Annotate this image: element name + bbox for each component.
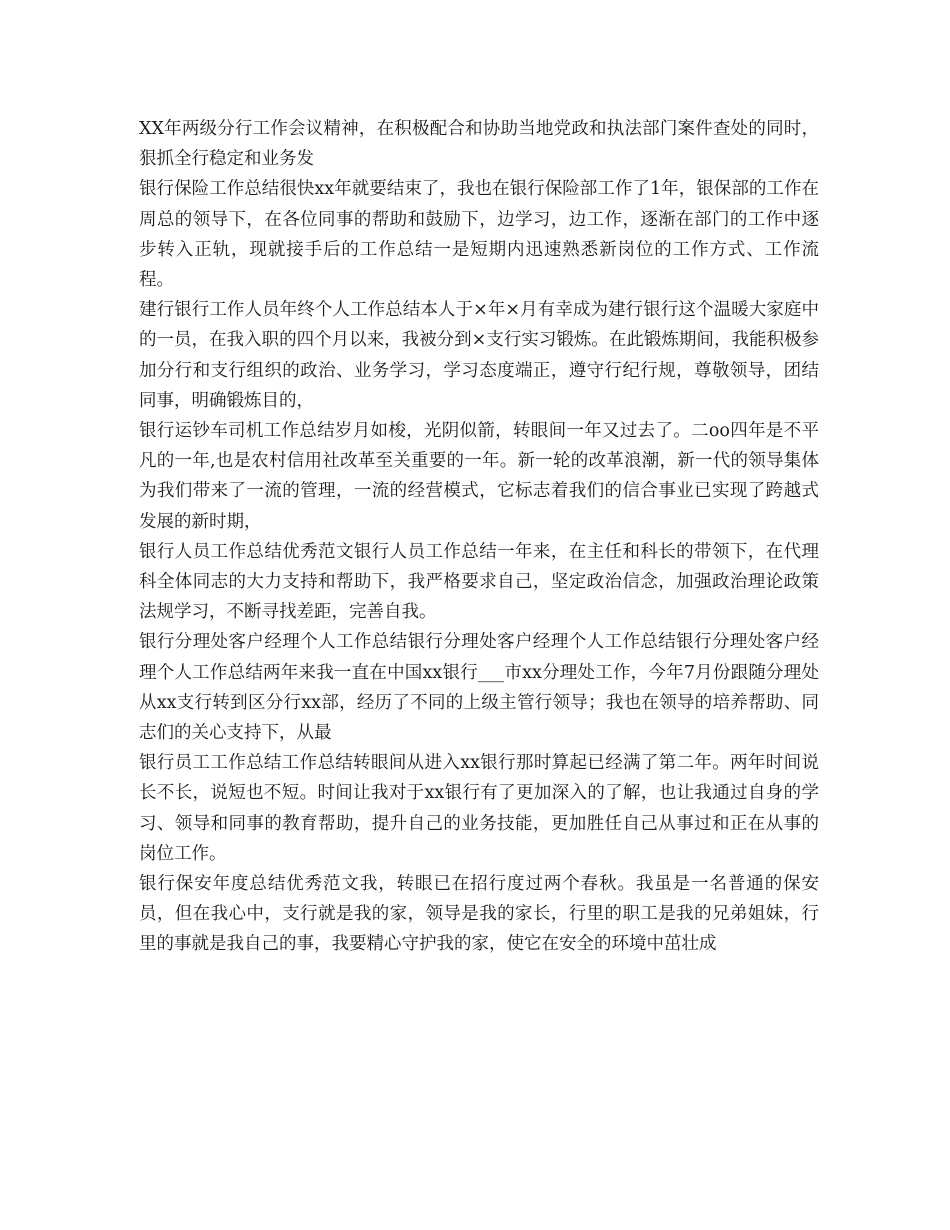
paragraph-5: 银行人员工作总结优秀范文银行人员工作总结一年来，在主任和科长的带领下，在代理科全体同志的大力支持和帮助下，我严格要求自己，坚定政治信念，加强政治理论政策法规学习，不断寻找差距，完善自我。	[139, 541, 819, 623]
paragraph-8: 银行保安年度总结优秀范文我，转眼已在招行度过两个春秋。我虽是一名普通的保安员，但在我心中，支行就是我的家，领导是我的家长，行里的职工是我的兄弟姐妹，行里的事就是我自己的事，我要精心守护我的家，使它在安全的环境中茁壮成	[139, 874, 819, 955]
paragraph-4: 银行运钞车司机工作总结岁月如梭，光阴似箭，转眼间一年又过去了。二oo四年是不平凡的一年,也是农村信用社改革至关重要的一年。新一轮的改革浪潮，新一代的领导集体为我们带来了一流的管理，一流的经营模式，它标志着我们的信合事业已实现了跨越式发展的新时期，	[139, 421, 819, 532]
paragraph-2: 银行保险工作总结很快xx年就要结束了，我也在银行保险部工作了1年，银保部的工作在周总的领导下，在各位同事的帮助和鼓励下，边学习，边工作，逐渐在部门的工作中逐步转入正轨，现就接手后的工作总结一是短期内迅速熟悉新岗位的工作方式、工作流程。	[139, 179, 819, 291]
paragraph-1: XX年两级分行工作会议精神，在积极配合和协助当地党政和执法部门案件查处的同时，狠抓全行稳定和业务发	[139, 119, 819, 170]
document-body	[139, 114, 819, 960]
paragraph-6: 银行分理处客户经理个人工作总结银行分理处客户经理个人工作总结银行分理处客户经理个人工作总结两年来我一直在中国xx银行___市xx分理处工作，今年7月份跟随分理处从xx支行转到区分行xx部，经历了不同的上级主管行领导；我也在领导的培养帮助、同志们的关心支持下，从最	[139, 632, 819, 744]
paragraph-7: 银行员工工作总结工作总结转眼间从进入xx银行那时算起已经满了第二年。两年时间说长不长，说短也不短。时间让我对于xx银行有了更加深入的了解，也让我通过自身的学习、领导和同事的教育帮助，提升自己的业务技能，更加胜任自己从事过和正在从事的岗位工作。	[139, 753, 819, 864]
paragraph-3: 建行银行工作人员年终个人工作总结本人于×年×月有幸成为建行银行这个温暖大家庭中的一员，在我入职的四个月以来，我被分到×支行实习锻炼。在此锻炼期间，我能积极参加分行和支行组织的政治、业务学习，学习态度端正，遵守行纪行规，尊敬领导，团结同事，明确锻炼目的，	[139, 300, 819, 411]
